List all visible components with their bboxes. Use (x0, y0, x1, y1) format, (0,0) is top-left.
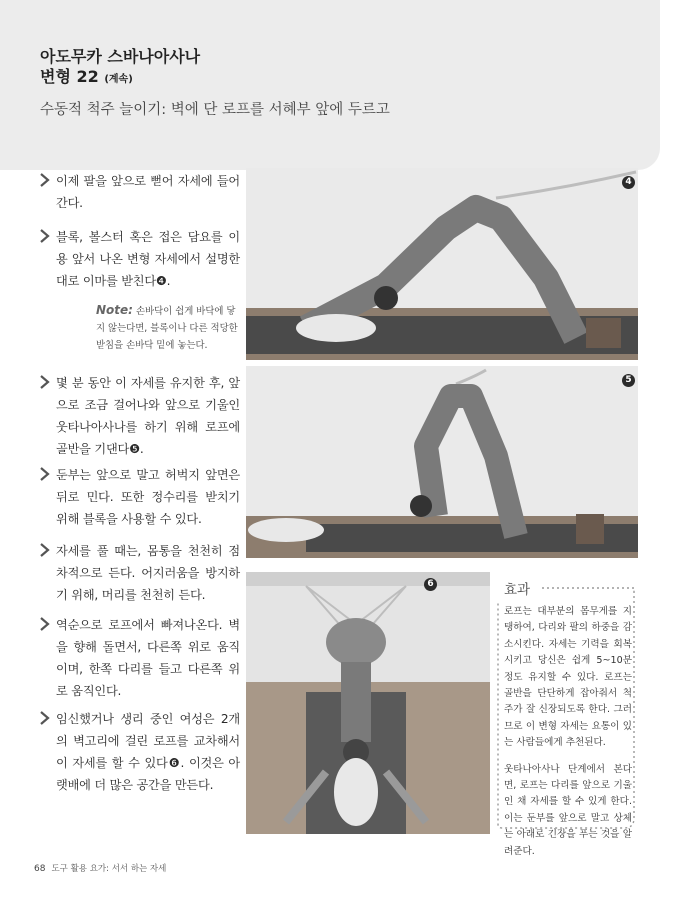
chevron-right-icon (38, 543, 50, 557)
effects-title: 효과 (504, 582, 531, 598)
note-label: Note: (96, 303, 133, 317)
photo-badge-5: 5 (622, 374, 635, 387)
dog-pose-figure-illustration (246, 168, 638, 360)
variation-subtitle: 수동적 척주 늘이기: 벽에 단 로프를 서혜부 앞에 두르고 (40, 102, 390, 118)
effects-box (496, 578, 636, 857)
chevron-right-icon (38, 229, 50, 243)
note-text: 손바닥이 쉽게 바닥에 닿지 않는다면, 블록이나 다른 적당한 받침을 손바닥 밑에 놓는다. (96, 306, 238, 351)
chevron-right-icon (38, 375, 50, 389)
photo-badge-4: 4 (622, 176, 635, 189)
list-item (38, 170, 240, 214)
list-item (38, 372, 240, 460)
variation-title (40, 64, 133, 87)
list-item-text: 이제 팔을 앞으로 뻗어 자세에 들어간다. (56, 174, 240, 210)
list-item-text: 몇 분 동안 이 자세를 유지한 후, 앞으로 조금 걸어나와 앞으로 기울인 웃타나아사나를 하기 위해 로프에 골반을 기댄다❺. (56, 376, 240, 456)
list-item (38, 708, 240, 796)
footer-text: 도구 활용 요가: 서서 하는 자세 (51, 864, 167, 874)
list-item (38, 226, 240, 292)
pose-photo-4 (246, 168, 638, 360)
crossed-rope-pose-figure-illustration (246, 572, 490, 834)
note-box (96, 302, 240, 354)
chevron-right-icon (38, 467, 50, 481)
pose-photo-5 (246, 366, 638, 558)
chevron-right-icon (38, 617, 50, 631)
page-header (0, 0, 660, 170)
chevron-right-icon (38, 173, 50, 187)
list-item-text: 역순으로 로프에서 빠져나온다. 벽을 향해 돌면서, 다른쪽 위로 움직이며, 한쪽 다리를 들고 다른쪽 위로 움직인다. (56, 618, 240, 698)
page-footer (34, 862, 166, 874)
page-number: 68 (34, 864, 46, 874)
continued-label: (계속) (104, 74, 133, 85)
variation-label: 변형 22 (40, 67, 99, 86)
effects-paragraph: 로프는 대부분의 몸무게를 지탱하여, 다리와 팔의 하중을 감소시킨다. 자세는 기력을 회복시키고 당신은 쉽게 5~10분 정도 유지할 수 있다. 로프는 골반을 단단하게 잡아줘서 척주가 잘 신장되도록 한다. 그러므로 이 변형 자세는 요통이 있는 사람들에게 추천된다. (504, 606, 632, 749)
list-item-text: 블록, 볼스터 혹은 접은 담요를 이용 앞서 나온 변형 자세에서 설명한 대로 이마를 받친다❹. (56, 230, 240, 288)
pose-title: 아도무카 스바나아사나 (40, 47, 201, 66)
forward-bend-figure-illustration (246, 366, 638, 558)
effects-paragraph: 웃타나아사나 단계에서 본다면, 로프는 다리를 앞으로 기울인 채 자세를 할 수 있게 한다. 이는 둔부를 앞으로 말고 상체는 아래로 긴장을 푸는 것을 알려준다. (504, 763, 632, 857)
effects-body (504, 604, 632, 870)
list-item-text: 자세를 풀 때는, 몸통을 천천히 점차적으로 든다. 어지러움을 방지하기 위해, 머리를 천천히 든다. (56, 544, 240, 602)
list-item (38, 464, 240, 530)
pose-photo-6 (246, 572, 490, 834)
list-item-text: 임신했거나 생리 중인 여성은 2개의 벽고리에 걸린 로프를 교차해서 이 자세를 할 수 있다❻. 이것은 아랫배에 더 많은 공간을 만든다. (56, 712, 240, 792)
list-item (38, 614, 240, 702)
list-item (38, 540, 240, 606)
chevron-right-icon (38, 711, 50, 725)
photo-badge-6: 6 (424, 578, 437, 591)
list-item-text: 둔부는 앞으로 말고 허벅지 앞면은 뒤로 민다. 또한 정수리를 받치기 위해 블록을 사용할 수 있다. (56, 468, 240, 526)
